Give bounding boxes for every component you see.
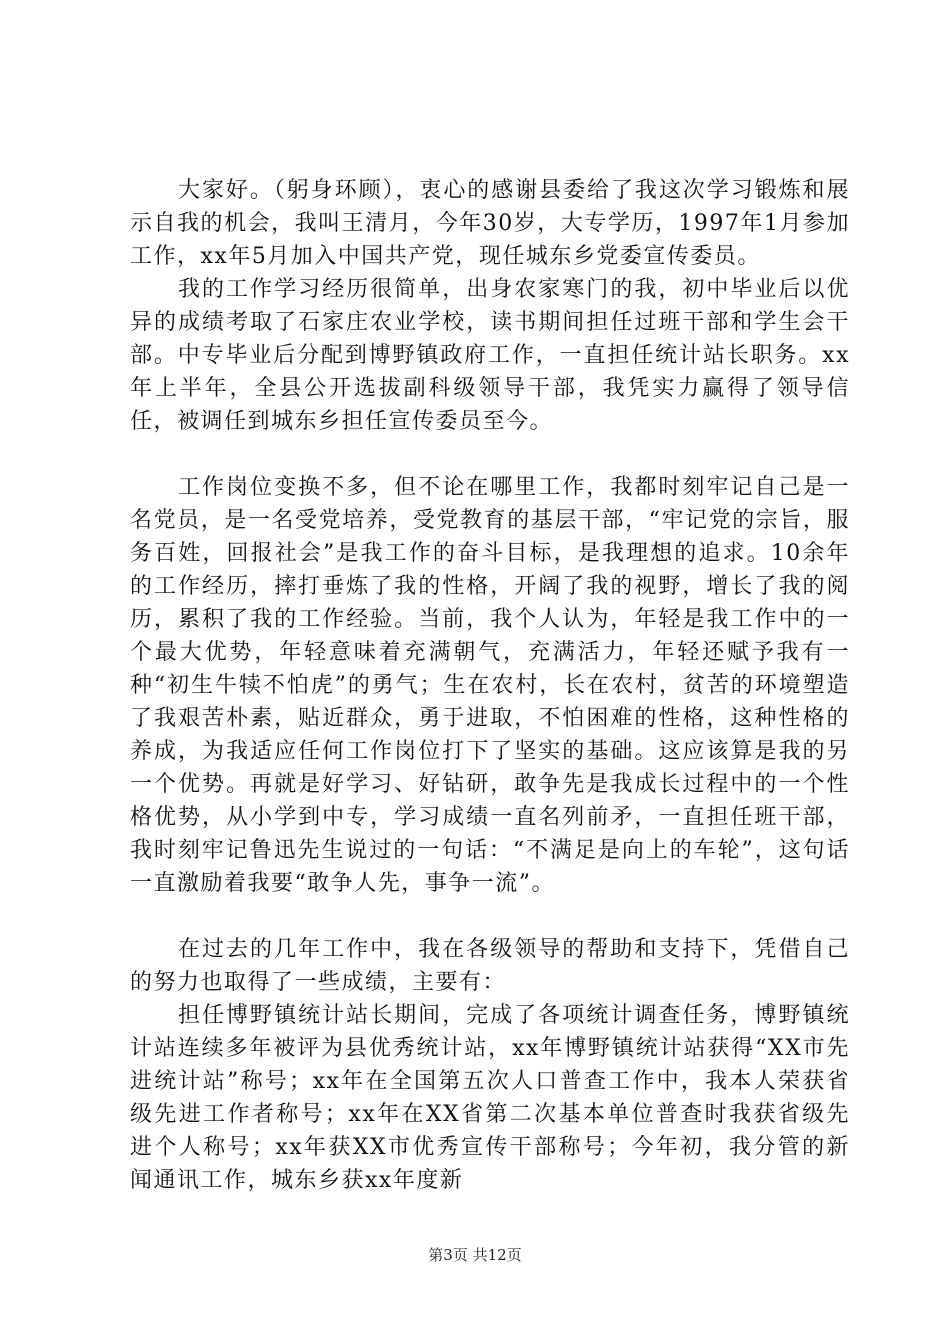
paragraph-achievements-intro: 在过去的几年工作中，我在各级领导的帮助和支持下，凭借自己的努力也取得了一些成绩，主要有： <box>130 937 850 995</box>
paragraph-background: 我的工作学习经历很简单，出身农家寒门的我，初中毕业后以优异的成绩考取了石家庄农业学校，读书期间担任过班干部和学生会干部。中专毕业后分配到博野镇政府工作，一直担任统计站长职务。xx年上半年，全县公开选拔副科级领导干部，我凭实力赢得了领导信任，被调任到城东乡担任宣传委员至今。 <box>130 277 850 434</box>
paragraph-strengths: 工作岗位变换不多，但不论在哪里工作，我都时刻牢记自己是一名党员，是一名受党培养，受党教育的基层干部，“牢记党的宗旨，服务百姓，回报社会”是我工作的奋斗目标，是我理想的追求。10余年的工作经历，摔打垂炼了我的性格，开阔了我的视野，增长了我的阅历，累积了我的工作经验。当前，我个人认为，年轻是我工作中的一个最大优势，年轻意味着充满朝气，充满活力，年轻还赋予我有一种“初生牛犊不怕虎”的勇气；生在农村，长在农村，贫苦的环境塑造了我艰苦朴素，贴近群众，勇于进取，不怕困难的性格，这种性格的养成，为我适应任何工作岗位打下了坚实的基础。这应该算是我的另一个优势。再就是好学习、好钻研，敢争先是我成长过程中的一个性格优势，从小学到中专，学习成绩一直名列前矛，一直担任班干部，我时刻牢记鲁迅先生说过的一句话：“不满足是向上的车轮”，这句话一直激励着我要“敢争人先，事争一流”。 <box>130 475 850 896</box>
paragraph-spacer <box>130 900 850 933</box>
paragraph-spacer <box>130 438 850 471</box>
paragraph-achievements: 担任博野镇统计站长期间，完成了各项统计调查任务，博野镇统计站连续多年被评为县优秀统计站，xx年博野镇统计站获得“XX市先进统计站”称号；xx年在全国第五次人口普查工作中，我本人荣获省级先进工作者称号；xx年在XX省第二次基本单位普查时我获省级先进个人称号；xx年获XX市优秀宣传干部称号；今年初，我分管的新闻通讯工作，城东乡获xx年度新 <box>130 1003 850 1193</box>
paragraph-greeting: 大家好。（躬身环顾），衷心的感谢县委给了我这次学习锻炼和展示自我的机会，我叫王清月，今年30岁，大专学历，1997年1月参加工作，xx年5月加入中国共产党，现任城东乡党委宣传委员。 <box>130 178 850 269</box>
page-number-footer: 第3页 共12页 <box>428 1246 522 1264</box>
document-body <box>130 174 850 1197</box>
